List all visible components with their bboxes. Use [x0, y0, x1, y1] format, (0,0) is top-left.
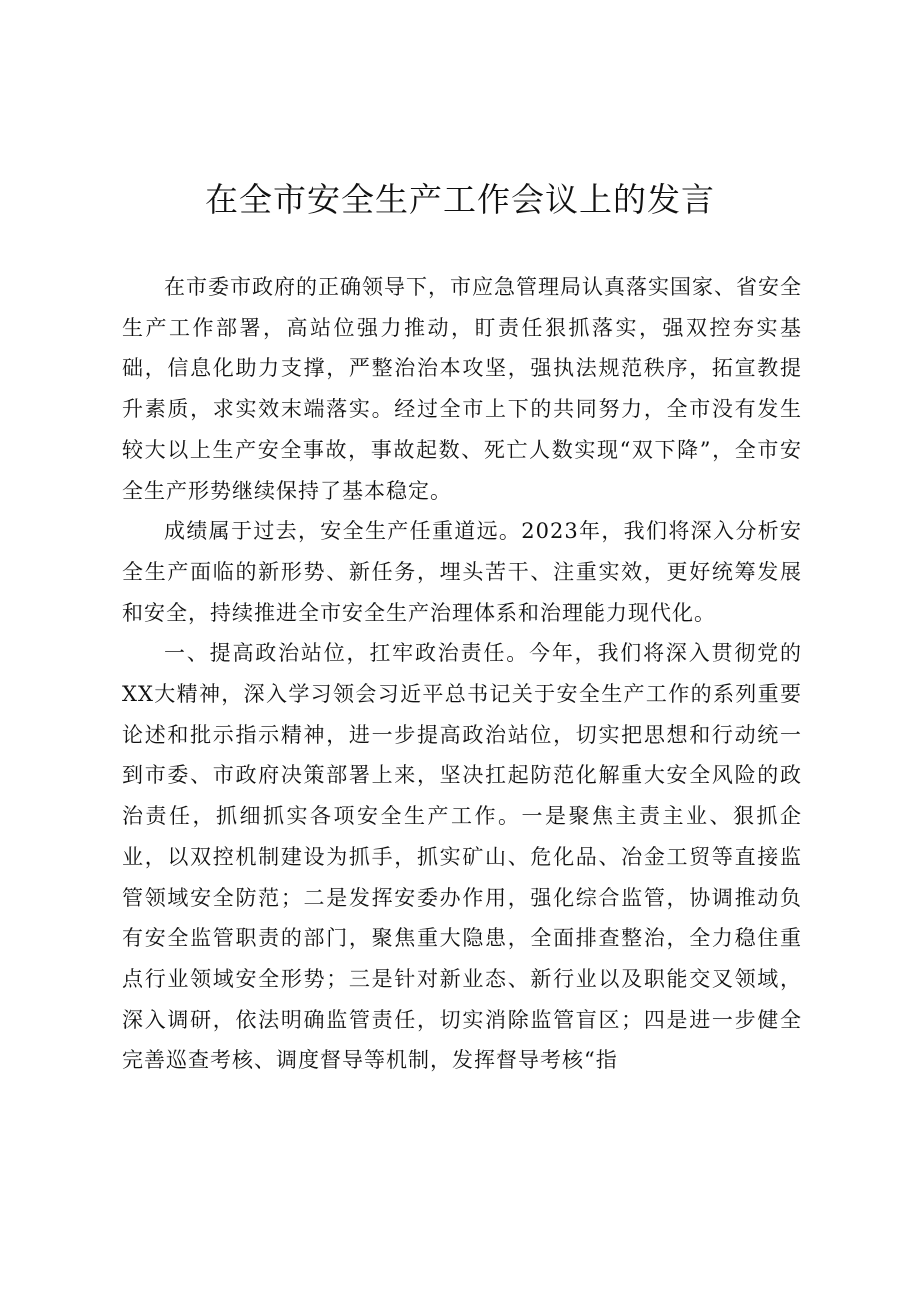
- document-title: 在全市安全生产工作会议上的发言: [205, 180, 715, 219]
- document-body: [122, 267, 802, 1081]
- paragraph-3: 一、提高政治站位，扛牢政治责任。今年，我们将深入贯彻党的XX大精神，深入学习领会习近平总书记关于安全生产工作的系列重要论述和批示指示精神，进一步提高政治站位，切实把思想和行动统一到市委、市政府决策部署上来，坚决扛起防范化解重大安全风险的政治责任，抓细抓实各项安全生产工作。一是聚焦主责主业、狠抓企业，以双控机制建设为抓手，抓实矿山、危化品、冶金工贸等直接监管领域安全防范；二是发挥安委办作用，强化综合监管，协调推动负有安全监管职责的部门，聚焦重大隐患，全面排查整治，全力稳住重点行业领域安全形势；三是针对新业态、新行业以及职能交叉领域，深入调研，依法明确监管责任，切实消除监管盲区；四是进一步健全完善巡查考核、调度督导等机制，发挥督导考核“指: [122, 641, 802, 1073]
- paragraph-2: 成绩属于过去，安全生产任重道远。2023年，我们将深入分析安全生产面临的新形势、新任务，埋头苦干、注重实效，更好统筹发展和安全，持续推进全市安全生产治理体系和治理能力现代化。: [122, 519, 802, 625]
- paragraph-1: 在市委市政府的正确领导下，市应急管理局认真落实国家、省安全生产工作部署，高站位强力推动，盯责任狠抓落实，强双控夯实基础，信息化助力支撑，严整治治本攻坚，强执法规范秩序，拓宣教提升素质，求实效末端落实。经过全市上下的共同努力，全市没有发生较大以上生产安全事故，事故起数、死亡人数实现“双下降”，全市安全生产形势继续保持了基本稳定。: [122, 275, 802, 503]
